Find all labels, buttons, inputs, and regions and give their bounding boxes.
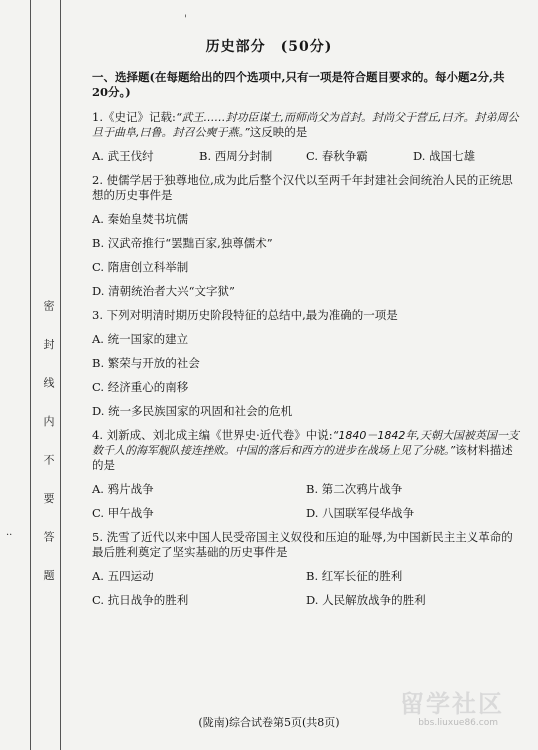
option-b: B. 西周分封制 (199, 149, 273, 163)
watermark-logo: 留学社区 (400, 690, 504, 718)
option-a: A. 统一国家的建立 (92, 332, 189, 346)
stem-lead: 1.《史记》记载: (92, 110, 176, 124)
question-2 (92, 173, 520, 299)
option-b: B. 汉武帝推行“罢黜百家,独尊儒术” (92, 236, 273, 250)
options (92, 356, 520, 371)
options (92, 506, 520, 521)
option-b: B. 繁荣与开放的社会 (92, 356, 200, 370)
option-a: A. 秦始皇焚书坑儒 (92, 212, 189, 226)
options (92, 149, 520, 164)
option-d: D. 战国七雄 (413, 149, 476, 163)
options (92, 482, 520, 497)
option-b: B. 红军长征的胜利 (306, 569, 403, 583)
options (92, 284, 520, 299)
options (92, 260, 520, 275)
question-stem (92, 110, 520, 140)
question-3 (92, 308, 520, 419)
option-a: A. 五四运动 (92, 569, 154, 583)
top-mark: ' (184, 14, 187, 25)
option-a: A. 鸦片战争 (92, 482, 154, 496)
option-d: D. 统一多民族国家的巩固和社会的危机 (92, 404, 293, 418)
option-c: C. 抗日战争的胜利 (92, 593, 189, 607)
option-c: C. 甲午战争 (92, 506, 154, 520)
option-b: B. 第二次鸦片战争 (306, 482, 403, 496)
binding-line-inner (60, 0, 61, 750)
options (92, 212, 520, 227)
question-1 (92, 110, 520, 164)
options (92, 569, 520, 584)
binding-line-outer (30, 0, 31, 750)
options (92, 404, 520, 419)
stem-quote: “1840－1842年,天朝大国被英国一支数千人的海军舰队接连挫败。中国的落后和西方的进步在战场上见了分晓。” (92, 429, 519, 457)
section-heading: 一、选择题(在每题给出的四个选项中,只有一项是符合题目要求的。每小题2分,共20分。) (92, 70, 505, 99)
question-stem: 3. 下列对明清时期历史阶段特征的总结中,最为准确的一项是 (92, 308, 398, 322)
option-a: A. 武王伐纣 (92, 149, 154, 163)
option-d: D. 八国联军侵华战争 (306, 506, 415, 520)
seal-line-notice: 密 封 线 内 不 要 答 题 (42, 300, 55, 593)
options (92, 332, 520, 347)
stem-lead: 4. 刘新成、刘北成主编《世界史·近代卷》中说: (92, 428, 333, 442)
page-title: 历史部分 (50分) (205, 39, 333, 55)
option-d: D. 清朝统治者大兴“文字狱” (92, 284, 235, 298)
option-c: C. 春秋争霸 (306, 149, 368, 163)
option-d: D. 人民解放战争的胜利 (306, 593, 426, 607)
question-4 (92, 428, 520, 521)
question-stem: 2. 使儒学居于独尊地位,成为此后整个汉代以至两千年封建社会间统治人民的正统思想的历史事件是 (92, 173, 513, 202)
options (92, 236, 520, 251)
question-5 (92, 530, 520, 608)
watermark-url: bbs.liuxue86.com (418, 718, 498, 728)
question-stem (92, 428, 520, 473)
options (92, 380, 520, 395)
option-c: C. 隋唐创立科举制 (92, 260, 189, 274)
option-c: C. 经济重心的南移 (92, 380, 189, 394)
question-area (92, 70, 520, 617)
margin-mark: ·· (6, 530, 13, 541)
page-footer: (陇南)综合试卷第5页(共8页) (198, 716, 340, 729)
stem-tail: 该材料描述的是 (92, 443, 513, 472)
options (92, 593, 520, 608)
stem-tail: 这反映的是 (249, 125, 308, 139)
stem-quote: “武王……封功臣谋士,而师尚父为首封。封尚父于营丘,曰齐。封弟周公旦于曲阜,曰鲁。封召公奭于燕。” (92, 111, 519, 139)
question-stem: 5. 洗雪了近代以来中国人民受帝国主义奴役和压迫的耻辱,为中国新民主主义革命的最后胜利奠定了坚实基础的历史事件是 (92, 530, 513, 559)
